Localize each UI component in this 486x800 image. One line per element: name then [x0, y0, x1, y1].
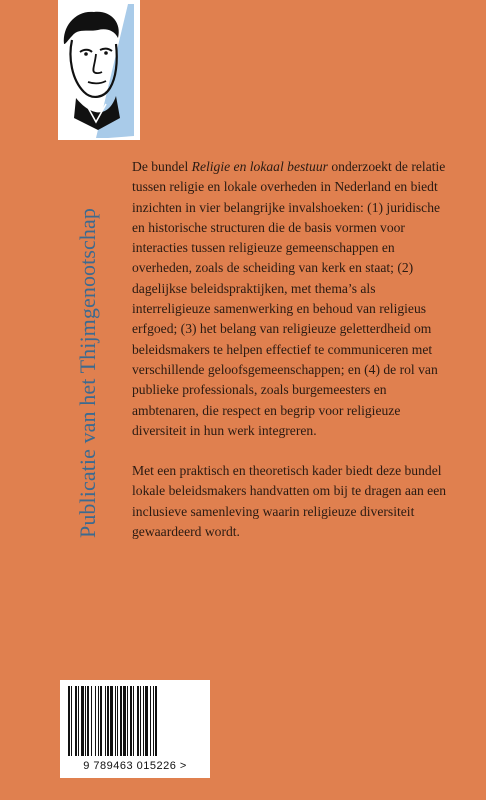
isbn-number: 9 789463 015226 > [83, 760, 187, 772]
barcode-bar [123, 686, 126, 756]
barcode-bar [137, 686, 139, 756]
barcode-bar [145, 686, 148, 756]
back-cover-blurb [132, 157, 448, 542]
barcode-bar [98, 686, 99, 756]
barcode-bars [60, 680, 210, 758]
spine-publisher-text: Publicatie van het Thijmgenootschap [75, 208, 100, 538]
barcode-bar [140, 686, 141, 756]
barcode-bar [150, 686, 151, 756]
barcode-bar [87, 686, 89, 756]
barcode-bar [133, 686, 134, 756]
barcode-bar [100, 686, 102, 756]
barcode-bar [105, 686, 106, 756]
barcode-bar [81, 686, 84, 756]
barcode-bar [85, 686, 86, 756]
barcode-bar [127, 686, 128, 756]
barcode-bar [75, 686, 77, 756]
blurb-paragraph-1 [132, 157, 448, 441]
isbn-barcode [60, 680, 210, 778]
barcode-bar [95, 686, 96, 756]
barcode-bar [71, 686, 72, 756]
blurb-lead: De bundel [132, 159, 192, 174]
barcode-bar [155, 686, 157, 756]
barcode-bar [117, 686, 118, 756]
barcode-bar [107, 686, 109, 756]
barcode-bar [91, 686, 92, 756]
book-title: Religie en lokaal bestuur [191, 159, 328, 174]
thijmgenootschap-logo [58, 0, 140, 140]
blurb-body: onderzoekt de relatie tussen religie en lokale overheden in Nederland en biedt inzichten in vier belangrijke invalshoeken: (1) juridische en historische structuren die de basis vormen voor interacties tussen religieuze gemeenschappen en overheden, zoals de scheiding van kerk en staat; (2) dagelijkse beleidspraktijken, met thema’s als interreligieuze samenwerking en behoud van religieus erfgoed; (3) het belang van religieuze geletterdheid om beleidsmakers te helpen effectief te communiceren met verschillende geloofsgemeenschappen; en (4) de rol van publieke professionals, zoals burgemeesters en ambtenaren, die respect en begrip voor religieuze diversiteit in hun werk integreren. [132, 159, 446, 438]
barcode-bar [115, 686, 116, 756]
barcode-bar [68, 686, 70, 756]
barcode-bar [110, 686, 113, 756]
barcode-bar [143, 686, 144, 756]
barcode-bar [78, 686, 79, 756]
barcode-bar [120, 686, 122, 756]
portrait-icon [58, 0, 140, 140]
blurb-paragraph-2: Met een praktisch en theoretisch kader biedt deze bundel lokale beleidsmakers handvatten om bij te dragen aan een inclusieve samenleving waarin religieuze diversiteit gewaardeerd wordt. [132, 463, 447, 540]
barcode-bar [153, 686, 154, 756]
barcode-bar [130, 686, 132, 756]
